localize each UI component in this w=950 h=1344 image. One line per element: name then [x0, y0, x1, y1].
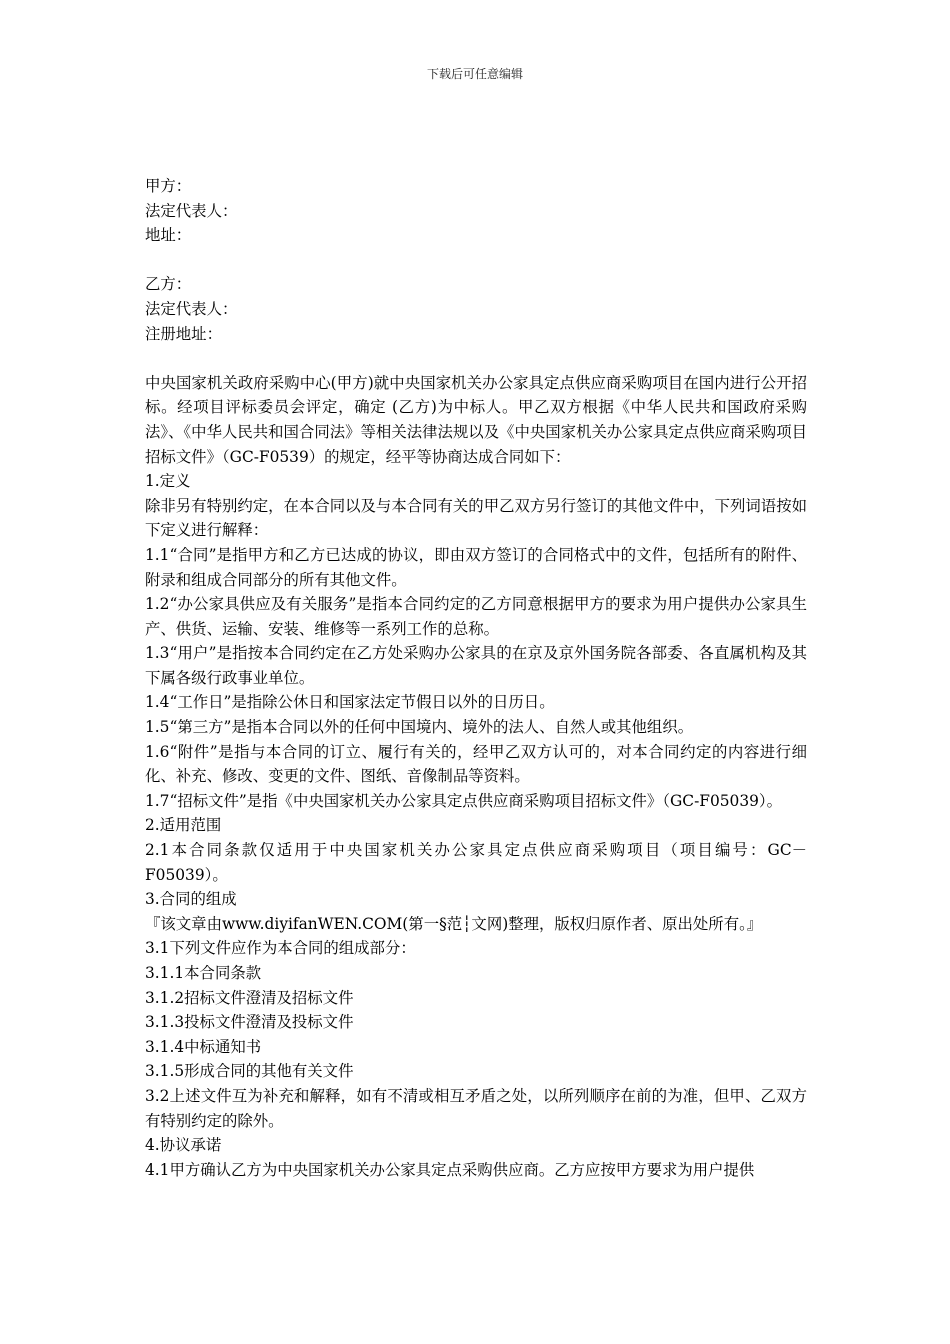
clause-1-2: 1.2“办公家具供应及有关服务”是指本合同约定的乙方同意根据甲方的要求为用户提供办公家具生产、供货、运输、安装、维修等一系列工作的总称。 — [145, 595, 807, 638]
definitions-intro: 除非另有特别约定，在本合同以及与本合同有关的甲乙双方另行签订的其他文件中，下列词语按如下定义进行解释： — [145, 496, 807, 540]
clause-4-1: 4.1甲方确认乙方为中央国家机关办公家具定点采购供应商。乙方应按甲方要求为用户提供 — [145, 1160, 755, 1179]
source-notice: 『该文章由www.diyifanWEN.COM(第一§范┆文网)整理，版权归原作者、原出处所有。』 — [145, 914, 763, 933]
clause-1-5: 1.5“第三方”是指本合同以外的任何中国境内、境外的法人、自然人或其他组织。 — [145, 718, 694, 737]
preamble-paragraph: 中央国家机关政府采购中心(甲方)就中央国家机关办公家具定点供应商采购项目在国内进行公开招标。经项目评标委员会评定，确定 (乙方)为中标人。甲乙双方根据《中华人民共和国政府采购法》、《中华人民共和国合同法》等相关法律法规以及《中央国家机关办公家具定点供应商采购项目招标文件》（GC-F0539）的规定，经平等协商达成合同如下： — [145, 373, 807, 466]
section-heading-composition: 3.合同的组成 — [145, 890, 237, 909]
section-heading-definitions: 1.定义 — [145, 472, 191, 491]
clause-1-3: 1.3“用户”是指按本合同约定在乙方处采购办公家具的在京及京外国务院各部委、各直属机构及其下属各级行政事业单位。 — [145, 644, 807, 687]
spacer — [145, 248, 807, 273]
clause-3-1-2: 3.1.2招标文件澄清及招标文件 — [145, 988, 354, 1007]
clause-1-4: 1.4“工作日”是指除公休日和国家法定节假日以外的日历日。 — [145, 693, 555, 712]
clause-1-6: 1.6“附件”是指与本合同的订立、履行有关的，经甲乙双方认可的，对本合同约定的内容进行细化、补充、修改、变更的文件、图纸、音像制品等资料。 — [145, 742, 807, 786]
party-a-representative: 法定代表人： — [145, 201, 238, 220]
party-a-address: 地址： — [145, 226, 192, 245]
clause-3-1-1: 3.1.1本合同条款 — [145, 964, 262, 982]
party-a-label: 甲方： — [145, 177, 192, 195]
clause-3-1: 3.1下列文件应作为本合同的组成部分： — [145, 939, 416, 958]
section-heading-scope: 2.适用范围 — [145, 816, 222, 835]
party-b-representative: 法定代表人： — [145, 299, 238, 318]
clause-3-1-5: 3.1.5形成合同的其他有关文件 — [145, 1062, 354, 1081]
party-b-label: 乙方： — [145, 275, 192, 294]
section-heading-commitment: 4.协议承诺 — [145, 1136, 222, 1155]
spacer — [145, 346, 807, 371]
clause-3-2: 3.2上述文件互为补充和解释，如有不清或相互矛盾之处，以所列顺序在前的为准，但甲、乙双方有特别约定的除外。 — [145, 1086, 807, 1130]
header-note: 下载后可任意编辑 — [426, 67, 523, 81]
clause-3-1-3: 3.1.3投标文件澄清及投标文件 — [145, 1013, 354, 1032]
clause-1-1: 1.1“合同”是指甲方和乙方已达成的协议，即由双方签订的合同格式中的文件，包括所有的附件、附录和组成合同部分的所有其他文件。 — [145, 545, 807, 589]
document-body — [145, 174, 807, 1182]
clause-1-7: 1.7“招标文件”是指《中央国家机关办公家具定点供应商采购项目招标文件》（GC-F05039）。 — [145, 791, 783, 810]
clause-3-1-4: 3.1.4中标通知书 — [145, 1037, 262, 1056]
clause-2-1: 2.1本合同条款仅适用于中央国家机关办公家具定点供应商采购项目（项目编号：GC－F05039）。 — [145, 841, 807, 884]
party-b-address: 注册地址： — [145, 324, 222, 343]
